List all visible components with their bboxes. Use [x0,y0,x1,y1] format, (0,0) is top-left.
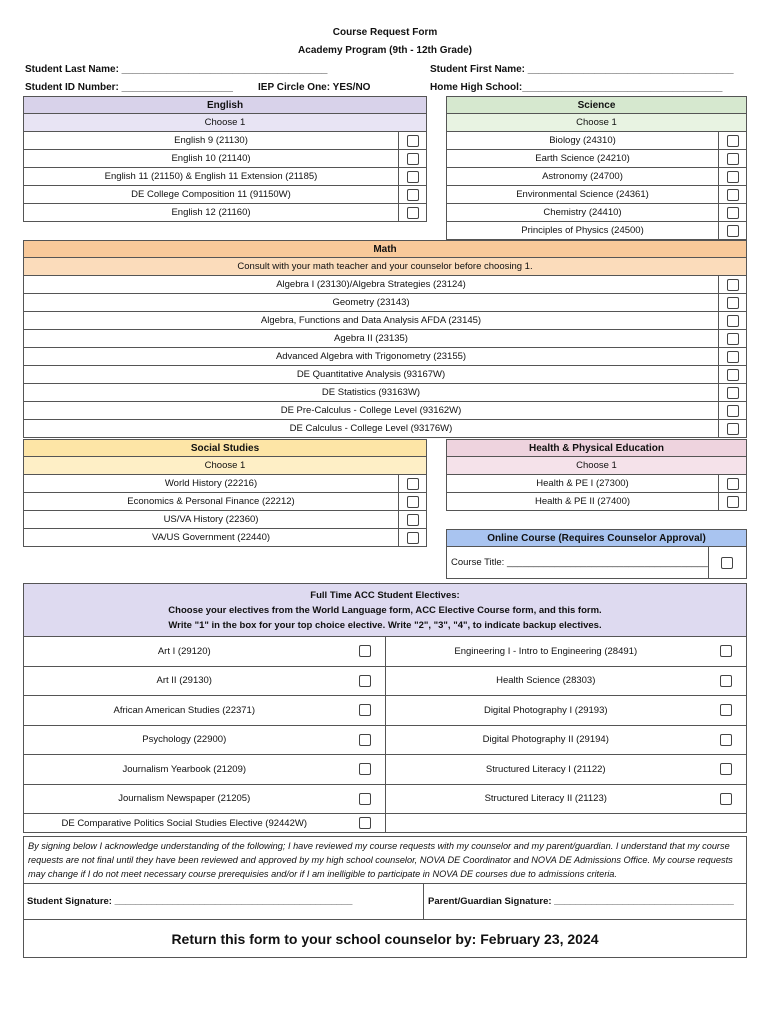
course-label: Geometry (23143) [332,297,410,308]
list-item [23,276,747,294]
checkbox[interactable] [359,675,371,687]
list-item [23,168,427,186]
table-row [24,696,746,726]
checkbox[interactable] [407,532,419,544]
math-sub: Consult with your math teacher and your counselor before choosing 1. [23,258,747,276]
checkbox[interactable] [359,704,371,716]
social-sub: Choose 1 [23,457,427,475]
list-item [23,420,747,438]
return-note: Return this form to your school counselor by: February 23, 2024 [24,919,746,957]
list-item [446,186,747,204]
course-label: DE Quantitative Analysis (93167W) [296,369,446,380]
list-item [23,312,747,330]
course-label: English 10 (21140) [171,153,251,164]
list-item [23,511,427,529]
list-item [23,348,747,366]
course-label: Psychology (22900) [142,734,227,746]
table-row [24,755,746,785]
course-label: World History (22216) [164,478,258,489]
science-header: Science [446,96,747,114]
checkbox[interactable] [727,369,739,381]
checkbox[interactable] [720,675,732,687]
checkbox[interactable] [727,225,739,237]
course-label: Art I (29120) [157,645,211,657]
electives-header [23,583,747,637]
student-id-field[interactable]: Student ID Number: ____________________ [25,82,233,93]
checkbox[interactable] [727,423,739,435]
checkbox[interactable] [407,171,419,183]
checkbox[interactable] [720,793,732,805]
course-label: Biology (24310) [549,135,616,146]
course-label: Astronomy (24700) [542,171,623,182]
course-label: DE Calculus - College Level (93176W) [289,423,453,434]
checkbox[interactable] [407,514,419,526]
electives-ranking-note: Write "1" in the box for your top choice elective. Write "2", "3", "4", to indicate backup electives. [168,619,602,631]
list-item [446,222,747,240]
checkbox[interactable] [727,153,739,165]
course-label: Structured Literacy I (21122) [485,763,606,775]
course-label: Earth Science (24210) [535,153,630,164]
social-header: Social Studies [23,439,427,457]
course-label: Agebra II (23135) [334,333,408,344]
checkbox[interactable] [407,478,419,490]
course-label: Engineering I - Intro to Engineering (28491) [454,645,638,657]
checkbox[interactable] [359,817,371,829]
disclaimer-text: By signing below I acknowledge understanding of the following; I have reviewed my course requests with my counselor and my parent/guardian. I understand that my course requests are not final until they have been reviewed and approved by my high school counselor, NOVA DE Coordinator and NOVA DE Admissions Office. My course requests may change if I do not meet necessary course prerequisies and/or if I am inelligible to participate in NOVA DE courses due to admissions criteria. [28,841,733,879]
student-last-name-field[interactable]: Student Last Name: _____________________________________ [25,64,328,75]
checkbox[interactable] [359,793,371,805]
form-title: Course Request Form [332,27,438,38]
student-signature-field[interactable]: Student Signature: _____________________________________________ [24,884,424,919]
checkbox[interactable] [727,478,739,490]
course-label: Health Science (28303) [496,675,596,687]
course-label: English 12 (21160) [171,207,251,218]
list-item [446,475,747,493]
electives-section [23,583,747,833]
course-label: English 11 (21150) & English 11 Extension (21185) [104,171,318,182]
course-label: Environmental Science (24361) [516,189,649,200]
checkbox[interactable] [727,351,739,363]
course-label: VA/US Government (22440) [151,532,271,543]
health-sub: Choose 1 [446,457,747,475]
list-item [23,475,427,493]
table-row [24,785,746,815]
list-item [23,384,747,402]
course-label: Advanced Algebra with Trigonometry (23155) [275,351,467,362]
home-school-field[interactable]: Home High School:____________________________________ [430,82,723,93]
parent-signature-field[interactable]: Parent/Guardian Signature: __________________________________ [428,896,734,907]
list-item [23,294,747,312]
checkbox[interactable] [720,704,732,716]
list-item [446,204,747,222]
course-label: Digital Photography II (29194) [482,734,609,746]
course-label: Art II (29130) [156,675,212,687]
checkbox[interactable] [407,135,419,147]
health-header: Health & Physical Education [446,439,747,457]
online-course-section [446,529,747,579]
health-pe-section [446,439,747,511]
checkbox[interactable] [727,207,739,219]
course-label: Journalism Yearbook (21209) [122,763,247,775]
science-section [446,96,747,240]
list-item [446,132,747,150]
math-header: Math [23,240,747,258]
course-label: DE College Composition 11 (91150W) [131,189,291,200]
course-title-field[interactable]: Course Title: ______________________________________ [451,557,708,568]
form-subtitle: Academy Program (9th - 12th Grade) [298,45,472,56]
checkbox[interactable] [407,189,419,201]
list-item [23,150,427,168]
checkbox[interactable] [727,297,739,309]
checkbox[interactable] [407,207,419,219]
checkbox[interactable] [727,171,739,183]
checkbox[interactable] [727,135,739,147]
course-label: Algebra, Functions and Data Analysis AFDA (23145) [260,315,482,326]
table-row [24,667,746,697]
course-label: Structured Literacy II (21123) [484,793,607,805]
acknowledgement-section [23,836,747,958]
course-label: English 9 (21130) [174,135,248,146]
course-label: DE Pre-Calculus - College Level (93162W) [280,405,462,416]
table-row [24,637,746,667]
course-label: African American Studies (22371) [113,704,256,716]
checkbox[interactable] [407,496,419,508]
list-item [23,493,427,511]
course-label: Economics & Personal Finance (22212) [127,496,295,507]
checkbox[interactable] [727,333,739,345]
list-item [23,366,747,384]
student-first-name-field[interactable]: Student First Name: _____________________________________ [430,64,734,75]
list-item [23,330,747,348]
course-label: Journalism Newspaper (21205) [118,793,251,805]
checkbox[interactable] [727,496,739,508]
list-item [23,186,427,204]
course-label: DE Comparative Politics Social Studies Elective (92442W) [61,817,307,829]
checkbox[interactable] [720,645,732,657]
course-label: Algebra I (23130)/Algebra Strategies (23124) [276,279,466,290]
course-label: DE Statistics (93163W) [321,387,421,398]
checkbox[interactable] [727,279,739,291]
checkbox[interactable] [407,153,419,165]
checkbox[interactable] [720,734,732,746]
table-row [24,726,746,756]
course-label: US/VA History (22360) [163,514,259,525]
english-section [23,96,427,222]
checkbox[interactable] [727,405,739,417]
math-section [23,240,747,438]
science-sub: Choose 1 [446,114,747,132]
list-item [23,529,427,547]
checkbox[interactable] [727,387,739,399]
iep-field[interactable]: IEP Circle One: YES/NO [258,82,371,93]
checkbox[interactable] [721,557,733,569]
english-header: English [23,96,427,114]
list-item [446,493,747,511]
online-header: Online Course (Requires Counselor Approval) [446,529,747,547]
list-item [23,402,747,420]
english-sub: Choose 1 [23,114,427,132]
checkbox[interactable] [727,189,739,201]
checkbox[interactable] [359,645,371,657]
checkbox[interactable] [720,763,732,775]
course-label: Digital Photography I (29193) [483,704,608,716]
social-studies-section [23,439,427,547]
course-label: Principles of Physics (24500) [521,225,644,236]
checkbox[interactable] [359,763,371,775]
electives-title: Full Time ACC Student Electives: [310,589,460,601]
list-item [446,150,747,168]
list-item [23,132,427,150]
course-label: Health & PE II (27400) [534,496,631,507]
list-item [446,168,747,186]
table-row [24,814,746,833]
checkbox[interactable] [359,734,371,746]
electives-instructions: Choose your electives from the World Language form, ACC Elective Course form, and this form. [168,604,602,616]
list-item [23,204,427,222]
checkbox[interactable] [727,315,739,327]
course-label: Health & PE I (27300) [536,478,629,489]
course-label: Chemistry (24410) [543,207,622,218]
